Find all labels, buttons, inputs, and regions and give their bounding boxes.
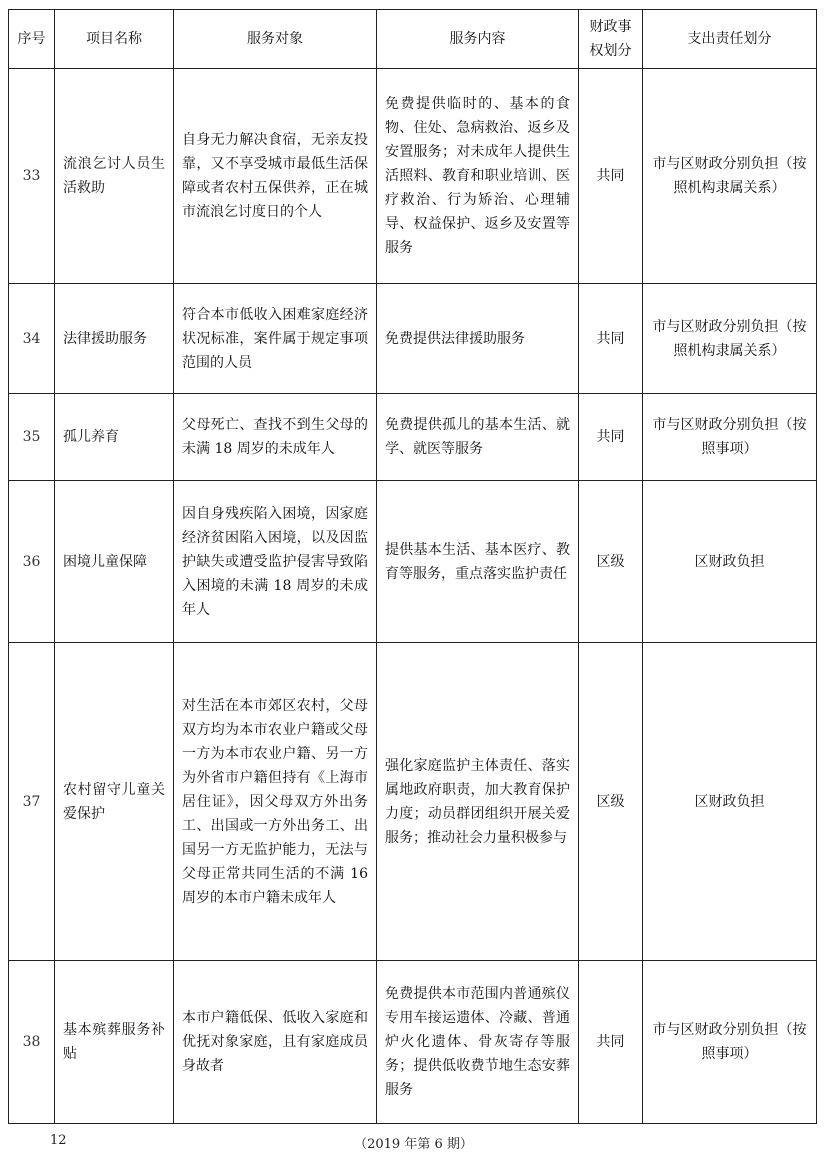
- fiscal-division: 共同: [579, 394, 643, 481]
- fiscal-division: 共同: [579, 961, 643, 1124]
- service-content: 免费提供临时的、基本的食物、住处、急病救治、返乡及安置服务；对未成年人提供生活照料、教育和职业培训、医疗救治、行为矫治、心理辅导、权益保护、返乡及安置等服务: [377, 69, 579, 284]
- row-number: 35: [9, 394, 55, 481]
- service-content: 强化家庭监护主体责任、落实属地政府职责，加大教育保护力度；动员群团组织开展关爱服务；推动社会力量积极参与: [377, 643, 579, 961]
- header-no: 序号: [9, 10, 55, 69]
- service-content: 免费提供本市范围内普通殡仪专用车接运遗体、冷藏、普通炉火化遗体、骨灰寄存等服务；提供低收费节地生态安葬服务: [377, 961, 579, 1124]
- expenditure-responsibility: 市与区财政分别负担（按照机构隶属关系）: [643, 284, 817, 394]
- service-target: 因自身残疾陷入困境，因家庭经济贫困陷入困境，以及因监护缺失或遭受监护侵害导致陷入困境的未满 18 周岁的未成年人: [174, 481, 377, 643]
- fiscal-division: 区级: [579, 643, 643, 961]
- expenditure-responsibility: 区财政负担: [643, 481, 817, 643]
- issue-label: （2019 年第 6 期）: [354, 1137, 473, 1152]
- project-name: 孤儿养育: [55, 394, 174, 481]
- table-row: [9, 961, 817, 1124]
- expenditure-responsibility: 市与区财政分别负担（按照事项）: [643, 961, 817, 1124]
- table-row: [9, 643, 817, 961]
- table-row: [9, 394, 817, 481]
- table-header-row: [9, 10, 817, 69]
- project-name: 流浪乞讨人员生活救助: [55, 69, 174, 284]
- row-number: 37: [9, 643, 55, 961]
- service-content: 免费提供孤儿的基本生活、就学、就医等服务: [377, 394, 579, 481]
- table-row: [9, 69, 817, 284]
- header-target: 服务对象: [174, 10, 377, 69]
- expenditure-responsibility: 市与区财政分别负担（按照事项）: [643, 394, 817, 481]
- project-name: 法律援助服务: [55, 284, 174, 394]
- fiscal-division: 共同: [579, 69, 643, 284]
- header-division: 财政事权划分: [579, 10, 643, 69]
- public-service-table: [8, 9, 817, 1124]
- service-target: 自身无力解决食宿，无亲友投靠，又不享受城市最低生活保障或者农村五保供养，正在城市流浪乞讨度日的个人: [174, 69, 377, 284]
- service-target: 对生活在本市郊区农村，父母双方均为本市农业户籍或父母一方为本市农业户籍、另一方为外省市户籍但持有《上海市居住证》，因父母双方外出务工、出国或一方外出务工、出国另一方无监护能力，无法与父母正常共同生活的不满 16 周岁的本市户籍未成年人: [174, 643, 377, 961]
- expenditure-responsibility: 市与区财政分别负担（按照机构隶属关系）: [643, 69, 817, 284]
- project-name: 困境儿童保障: [55, 481, 174, 643]
- project-name: 基本殡葬服务补贴: [55, 961, 174, 1124]
- service-content: 提供基本生活、基本医疗、教育等服务，重点落实监护责任: [377, 481, 579, 643]
- service-target: 父母死亡、查找不到生父母的未满 18 周岁的未成年人: [174, 394, 377, 481]
- service-target: 符合本市低收入困难家庭经济状况标准，案件属于规定事项范围的人员: [174, 284, 377, 394]
- service-target: 本市户籍低保、低收入家庭和优抚对象家庭，且有家庭成员身故者: [174, 961, 377, 1124]
- table-row: [9, 481, 817, 643]
- page-footer: [0, 1133, 827, 1155]
- page-number: 12: [50, 1133, 67, 1148]
- row-number: 34: [9, 284, 55, 394]
- fiscal-division: 区级: [579, 481, 643, 643]
- expenditure-responsibility: 区财政负担: [643, 643, 817, 961]
- row-number: 36: [9, 481, 55, 643]
- header-content: 服务内容: [377, 10, 579, 69]
- row-number: 38: [9, 961, 55, 1124]
- table-row: [9, 284, 817, 394]
- service-content: 免费提供法律援助服务: [377, 284, 579, 394]
- row-number: 33: [9, 69, 55, 284]
- header-name: 项目名称: [55, 10, 174, 69]
- header-responsibility: 支出责任划分: [643, 10, 817, 69]
- project-name: 农村留守儿童关爱保护: [55, 643, 174, 961]
- fiscal-division: 共同: [579, 284, 643, 394]
